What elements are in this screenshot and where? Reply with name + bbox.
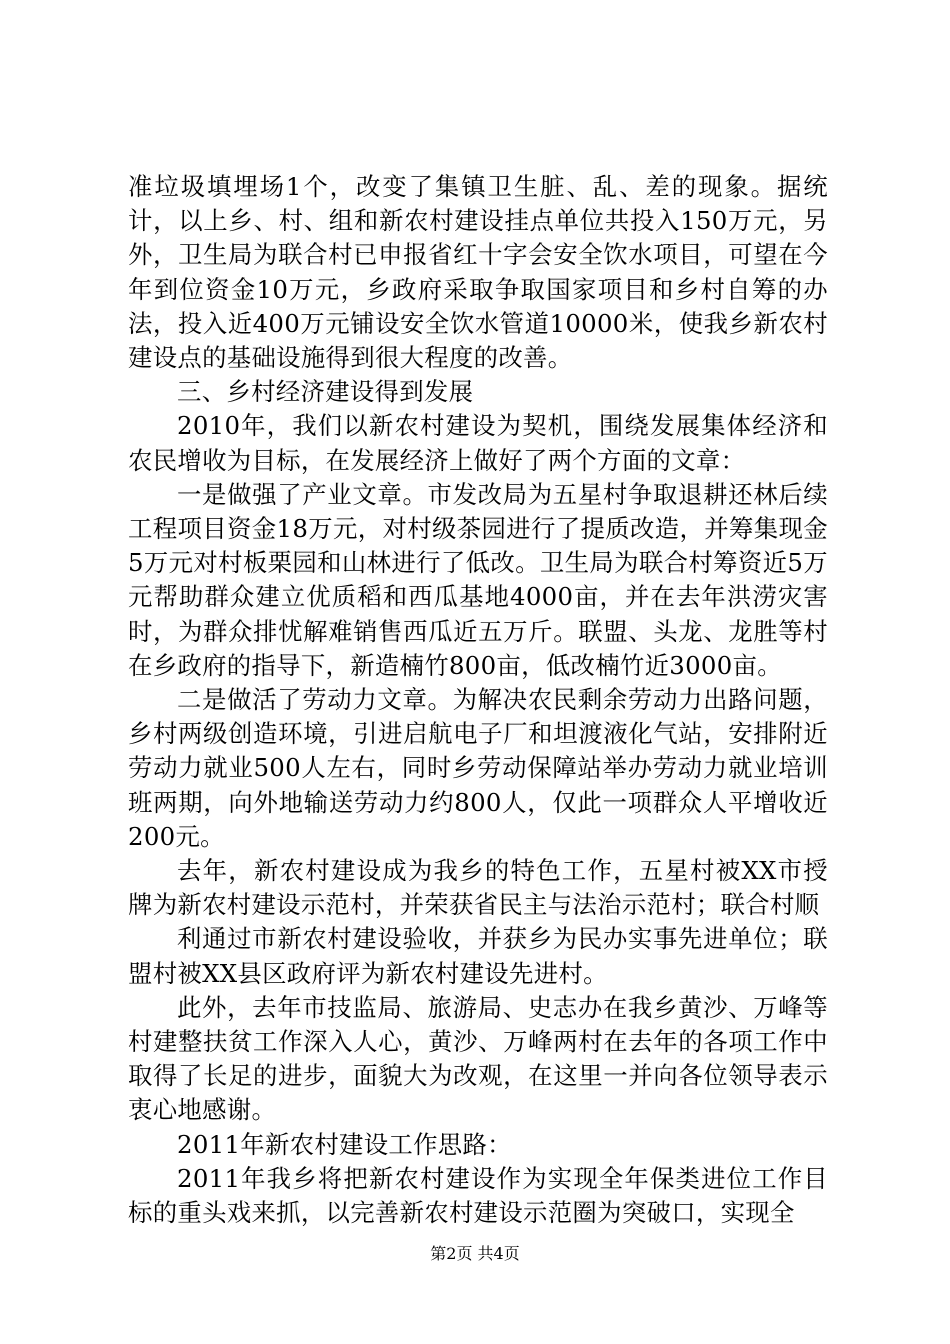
body-paragraph: 2011年新农村建设工作思路：	[177, 1129, 512, 1159]
body-paragraph: 利通过市新农村建设验收，并获乡为民办实事先进单位；联盟村被XX县区政府评为新农村建设先进村。	[128, 924, 828, 988]
body-paragraph: 去年，新农村建设成为我乡的特色工作，五星村被XX市授牌为新农村建设示范村，并荣获省民主与法治示范村；联合村顺	[128, 856, 828, 920]
document-body	[128, 170, 828, 1230]
body-paragraph: 准垃圾填埋场1个，改变了集镇卫生脏、乱、差的现象。据统计，以上乡、村、组和新农村建设挂点单位共投入150万元，另外，卫生局为联合村已申报省红十字会安全饮水项目，可望在今年到位资金10万元，乡政府采取争取国家项目和乡村自筹的办法，投入近400万元铺设安全饮水管道10000米，使我乡新农村建设点的基础设施得到很大程度的改善。	[128, 172, 828, 373]
body-paragraph: 2010年，我们以新农村建设为契机，围绕发展集体经济和农民增收为目标，在发展经济上做好了两个方面的文章：	[128, 411, 828, 475]
body-paragraph: 三、乡村经济建设得到发展	[177, 377, 474, 407]
page-footer: 第2页 共4页	[430, 1244, 520, 1263]
body-paragraph: 二是做活了劳动力文章。为解决农民剩余劳动力出路问题，乡村两级创造环境，引进启航电子厂和坦渡液化气站，安排附近劳动力就业500人左右，同时乡劳动保障站举办劳动力就业培训班两期，向外地输送劳动力约800人，仅此一项群众人平增收近200元。	[128, 685, 828, 851]
body-paragraph: 2011年我乡将把新农村建设作为实现全年保类进位工作目标的重头戏来抓，以完善新农村建设示范圈为突破口，实现全	[128, 1163, 828, 1228]
body-paragraph: 一是做强了产业文章。市发改局为五星村争取退耕还林后续工程项目资金18万元，对村级茶园进行了提质改造，并筹集现金5万元对村板栗园和山林进行了低改。卫生局为联合村筹资近5万元帮助群众建立优质稻和西瓜基地4000亩，并在去年洪涝灾害时，为群众排忧解难销售西瓜近五万斤。联盟、头龙、龙胜等村在乡政府的指导下，新造楠竹800亩，低改楠竹近3000亩。	[128, 479, 828, 680]
body-paragraph: 此外，去年市技监局、旅游局、史志办在我乡黄沙、万峰等村建整扶贫工作深入人心，黄沙、万峰两村在去年的各项工作中取得了长足的进步，面貌大为改观，在这里一并向各位领导表示衷心地感谢。	[128, 992, 828, 1125]
